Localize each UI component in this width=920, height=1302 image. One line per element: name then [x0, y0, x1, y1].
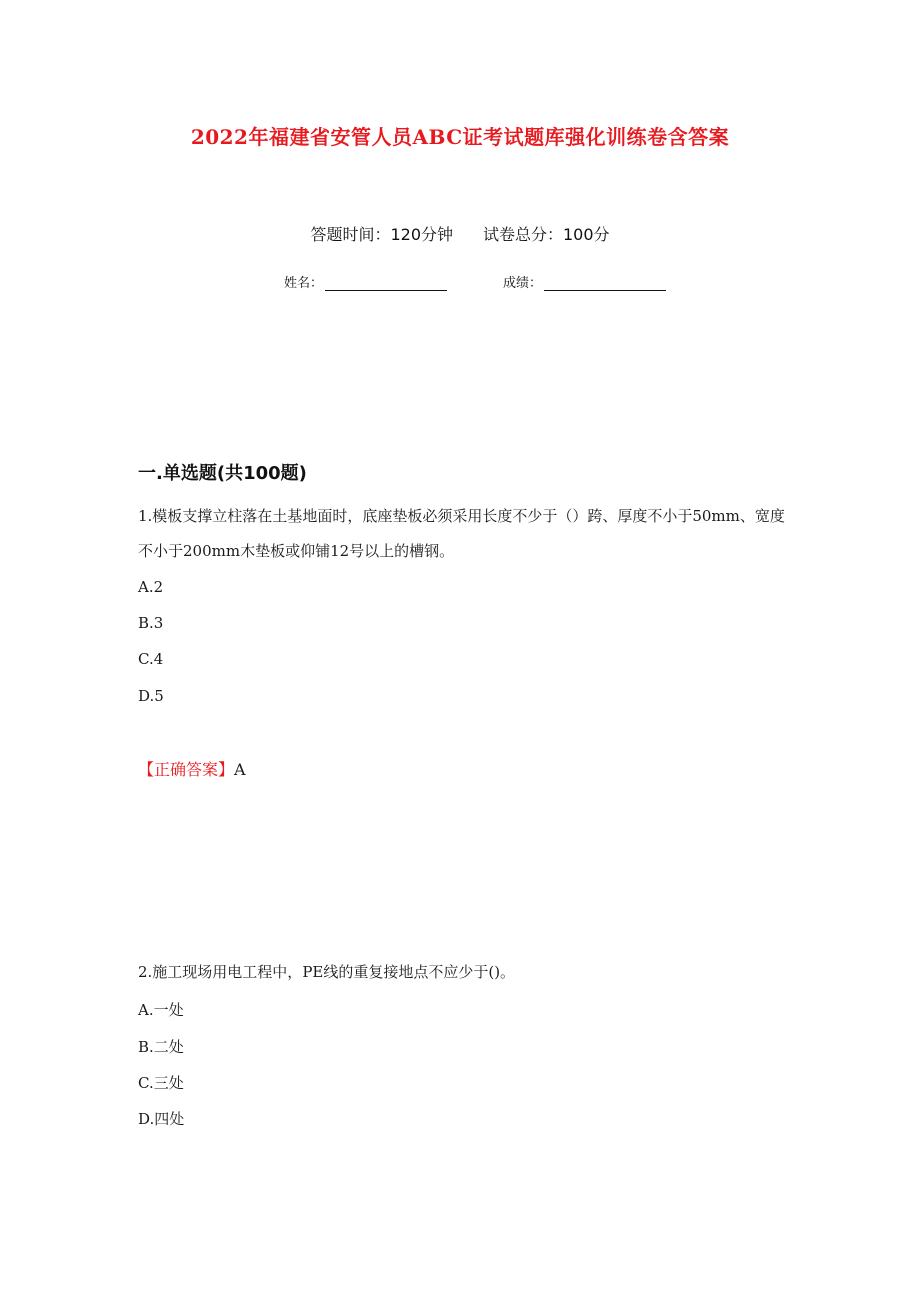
question-1-option-c: C.4 [138, 650, 164, 668]
question-1-option-b: B.3 [138, 614, 164, 632]
grade-blank-line [544, 275, 666, 291]
question-1-answer [138, 757, 246, 780]
exam-meta [0, 222, 920, 245]
document-title: 2022年福建省安管人员ABC证考试题库强化训练卷含答案 [190, 125, 730, 149]
name-blank-line [325, 275, 447, 291]
name-field [284, 272, 447, 291]
question-2-text: 2.施工现场用电工程中，PE线的重复接地点不应少于()。 [138, 963, 516, 981]
question-2-option-a: A.一处 [138, 1001, 184, 1019]
section-title: 一.单选题(共100题) [138, 463, 307, 484]
question-2-option-c: C.三处 [138, 1074, 184, 1092]
question-2-option-b: B.二处 [138, 1038, 184, 1056]
answer-label: 【正确答案】 [138, 760, 235, 779]
exam-time: 答题时间：120分钟 [310, 225, 453, 244]
question-1-text: 1.模板支撑立柱落在土基地面时，底座垫板必须采用长度不少于（）跨、厚度不小于50mm、宽度不小于200mm木垫板或仰铺12号以上的槽钢。 [138, 507, 785, 560]
grade-field [503, 272, 666, 291]
question-1-option-d: D.5 [138, 687, 164, 705]
answer-value: A [234, 760, 246, 779]
grade-label: 成绩： [503, 276, 543, 291]
name-label: 姓名： [284, 276, 324, 291]
question-2-option-d: D.四处 [138, 1110, 185, 1128]
question-1-option-a: A.2 [138, 578, 164, 596]
exam-total-score: 试卷总分：100分 [483, 225, 610, 244]
